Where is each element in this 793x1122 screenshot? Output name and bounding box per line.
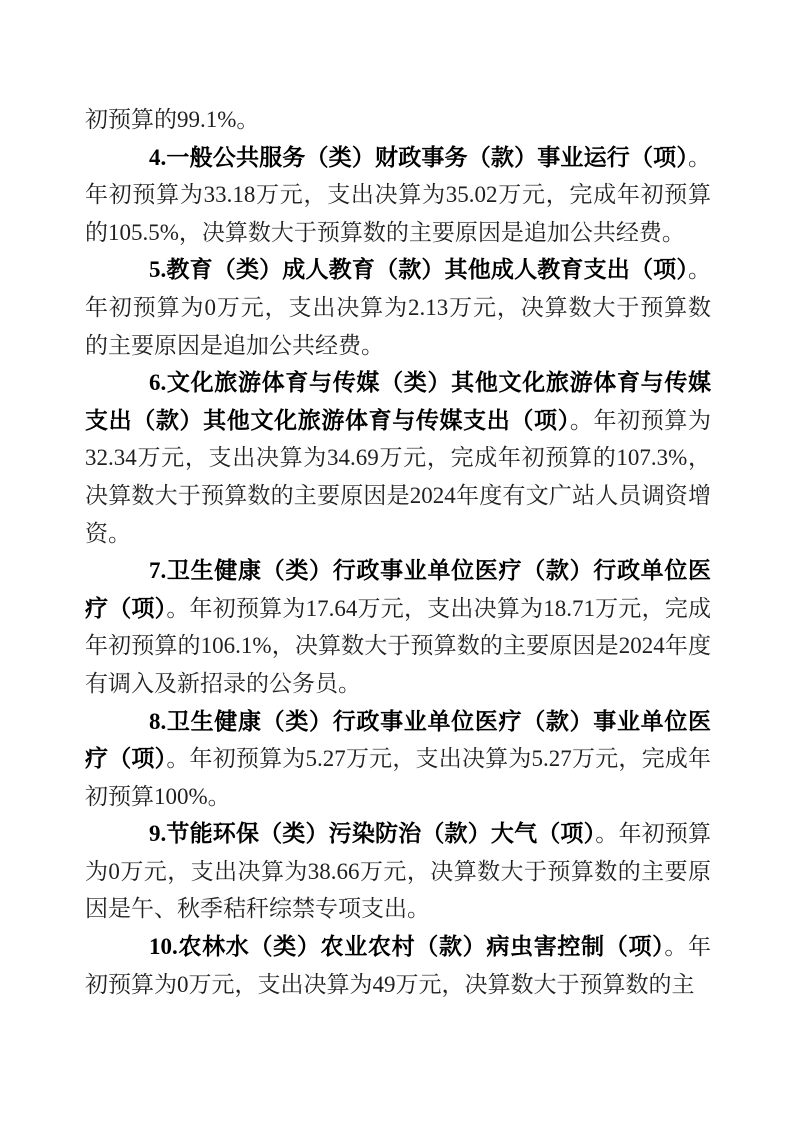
budget-item-heading: 4.一般公共服务（类）财政事务（款）事业运行（项）: [149, 144, 688, 170]
budget-item-paragraph-10: [85, 928, 711, 1003]
budget-item-heading: 5.教育（类）成人教育（款）其他成人教育支出（项）: [149, 257, 688, 283]
budget-item-heading: 7.卫生健康（类）行政事业单位医疗（款）行政单位医疗（项）: [85, 558, 711, 621]
budget-item-body: 。年初预算为33.18万元，支出决算为35.02万元，完成年初预算的105.5%，决算数大于预算数的主要原因是追加公共经费。: [85, 144, 711, 245]
continuation-text: 初预算的99.1%。: [85, 107, 260, 132]
budget-item-paragraph-8: [85, 703, 711, 816]
budget-item-paragraph-4: [85, 139, 711, 252]
document-text-column: [85, 101, 711, 1003]
continuation-paragraph: [85, 101, 711, 139]
budget-item-paragraph-5: [85, 251, 711, 364]
budget-item-body: 。年初预算为0万元，支出决算为49万元，决算数大于预算数的主: [85, 934, 712, 997]
budget-item-paragraph-7: [85, 552, 711, 702]
budget-item-body: 。年初预算为17.64万元，支出决算为18.71万元，完成年初预算的106.1%，决算数大于预算数的主要原因是2024年度有调入及新招录的公务员。: [85, 595, 712, 696]
budget-item-body: 。年初预算为0万元，支出决算为38.66万元，决算数大于预算数的主要原因是午、秋季秸秆综禁专项支出。: [85, 821, 712, 922]
budget-item-paragraph-6: [85, 364, 711, 552]
budget-item-paragraph-9: [85, 815, 711, 928]
budget-item-body: 。年初预算为0万元，支出决算为2.13万元，决算数大于预算数的主要原因是追加公共经费。: [85, 257, 711, 358]
budget-item-heading: 9.节能环保（类）污染防治（款）大气（项）: [149, 821, 596, 847]
budget-item-heading: 10.农林水（类）农业农村（款）病虫害控制（项）: [149, 934, 665, 960]
budget-item-heading: 8.卫生健康（类）行政事业单位医疗（款）事业单位医疗（项）: [85, 708, 711, 772]
budget-item-body: 。年初预算为32.34万元，支出决算为34.69万元，完成年初预算的107.3%，决算数大于预算数的主要原因是2024年度有文广站人员调资增资。: [85, 407, 712, 546]
budget-item-body: 。年初预算为5.27万元，支出决算为5.27万元，完成年初预算100%。: [85, 746, 712, 809]
budget-item-heading: 6.文化旅游体育与传媒（类）其他文化旅游体育与传媒支出（款）其他文化旅游体育与传媒支出（项）: [85, 370, 711, 433]
